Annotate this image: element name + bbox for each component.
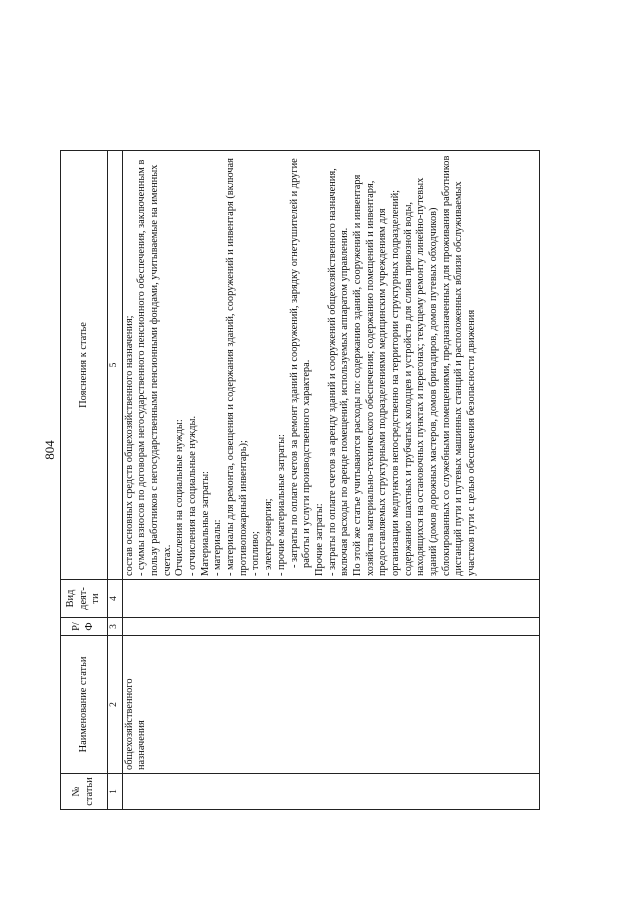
column-number: 5 (108, 151, 123, 580)
item-name-cell: общехозяйственного назначения (122, 636, 539, 774)
column-number: 4 (108, 580, 123, 618)
rf-cell (122, 618, 539, 636)
header-rf: Р/ Ф (61, 618, 108, 636)
explanation-line: - прочие материальные затраты: (275, 434, 287, 576)
column-number: 2 (108, 636, 123, 774)
explanation-line: - топливо; (250, 531, 262, 576)
table-row (122, 151, 539, 810)
header-item-number: № статьи (61, 774, 108, 810)
explanation-line: Прочие затраты: (313, 503, 325, 576)
header-explanation: Пояснения к статье (61, 151, 108, 580)
rotated-table-sheet (60, 150, 540, 810)
explanation-line: состав основных средств общехозяйственного назначения; (123, 315, 135, 576)
column-number: 3 (108, 618, 123, 636)
item-number-cell (122, 774, 539, 810)
page-number: 804 (42, 440, 57, 460)
column-numbers-row (108, 151, 123, 810)
activity-type-cell (122, 580, 539, 618)
explanation-line: - затраты по оплате счетов за аренду зданий и сооружений общехозяйственного назначения, включая расходы по аренде помещений, используемых аппаратом управления. (326, 168, 351, 576)
table-header-row (61, 151, 108, 810)
explanation-line: - электроэнергия; (263, 498, 275, 576)
explanation-cell (122, 151, 539, 580)
column-number: 1 (108, 774, 123, 810)
explanation-line: - суммы взносов по договорам негосударственного пенсионного обеспечения, заключенным в пользу работников с негосударственными пенсионными фондами, учитываемые на именных счетах. (136, 159, 173, 576)
explanation-line: По этой же статье учитываются расходы по: содержанию зданий, сооружений и инвентаря хозяйства материально-технического обеспечения; содержанию помещений и инвентаря, предоставляемых структурными подразделениями медицинским учреждениям для организации медпунктов непосредственно на территории структурных подразделений; содержанию шахтных и трубчатых колодцев и устройств для слива привозной воды, находящихся на остановочных пунктах и перегонах; текущему ремонту линейно-путевых зданий (домов дорожных мастеров, домов бригадиров, домов путевых обходчиков) сблокированных со служебными помещениями, предназначенных для проживания работников дистанций пути и путевых машинных станций и расположенных вблизи обслуживаемых участков пути с целью обеспечения безопасности движения (351, 155, 478, 576)
explanation-line: Отчисления на социальные нужды: (174, 419, 186, 576)
explanation-line: - затраты по оплате счетов за ремонт зданий и сооружений, зарядку огнетушителей и другие работы и услуги производственного характера. (288, 158, 313, 568)
header-item-name: Наименование статьи (61, 636, 108, 774)
explanation-line: - материалы для ремонта, освещения и содержания зданий, сооружений и инвентаря (включая противопожарный инвентарь); (225, 158, 249, 576)
header-activity-type: Вид деят-ти (61, 580, 108, 618)
explanation-line: Материальные затраты: (199, 471, 211, 576)
expense-items-table (60, 150, 540, 810)
explanation-line: - материалы: (212, 519, 224, 576)
explanation-line: - отчисления на социальные нужды. (187, 415, 199, 576)
